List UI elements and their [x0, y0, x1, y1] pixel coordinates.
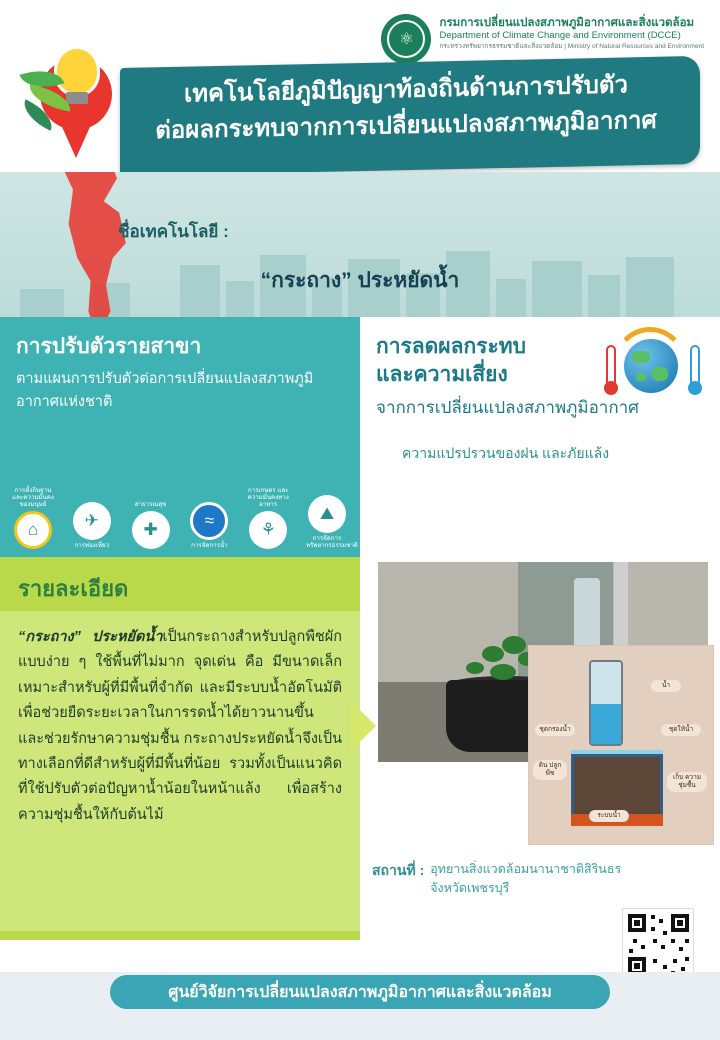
water-management-icon: ≈: [190, 502, 228, 540]
mitigation-note: ความแปรปรวนของฝน และภัยแล้ง: [402, 445, 610, 462]
sector-caption-tourism: การท่องเที่ยว: [74, 541, 110, 549]
adaptation-body: ตามแผนการปรับตัวต่อการเปลี่ยนแปลงสภาพภูมิอากาศแห่งชาติ: [16, 371, 314, 410]
pointer-arrow-icon: [350, 700, 376, 752]
thermometer-cold-icon: [690, 345, 700, 387]
location-block: [372, 860, 622, 898]
earth-globe-icon: [624, 339, 678, 393]
mitigation-risk-panel: [360, 317, 720, 557]
qr-code[interactable]: [622, 908, 694, 980]
org-name-th: กรมการเปลี่ยนแปลงสภาพภูมิอากาศและสิ่งแวดล้อม: [439, 17, 695, 29]
location-label: สถานที่ :: [372, 862, 425, 878]
sector-icon-row: [8, 486, 358, 549]
sector-caption-settlement: การตั้งถิ่นฐาน และความมั่นคงของมนุษย์: [12, 486, 54, 508]
sector-caption-agriculture: การเกษตร และความมั่นคงทางอาหาร: [247, 486, 289, 508]
detail-heading: รายละเอียด: [18, 576, 129, 601]
title-line-1: เทคโนโลยีภูมิปัญญาท้องถิ่นด้านการปรับตัว: [184, 71, 628, 108]
title-banner: [110, 62, 710, 172]
footer-center-label: ศูนย์วิจัยการเปลี่ยนแปลงสภาพภูมิอากาศและสิ่งแวดล้อม: [110, 975, 610, 1009]
mitigation-heading-2: และความเสี่ยง: [376, 363, 508, 387]
tourism-icon: ✈: [73, 502, 111, 540]
mitigation-subheading: จากการเปลี่ยนแปลงสภาพภูมิอากาศ: [376, 397, 639, 417]
dcce-emblem-icon: ⚛: [381, 14, 431, 64]
org-ministry: กระทรวงทรัพยากรธรรมชาติและสิ่งแวดล้อม | Ministry of Natural Resources and Environment: [439, 42, 704, 50]
detail-lead: “กระถาง” ประหยัดน้ำ: [18, 629, 163, 645]
mitigation-heading-1: การลดผลกระทบ: [376, 335, 526, 358]
sector-caption-health: สาธารณสุข: [134, 500, 167, 508]
sector-item-water: [188, 502, 230, 549]
natural-resources-icon: ⛰: [308, 495, 346, 533]
adaptation-sector-panel: [0, 317, 360, 557]
location-value-line-1: อุทยานสิ่งแวดล้อมนานาชาติสิรินธร: [430, 862, 622, 876]
diagram-label-soil: ดิน ปลูกพืช: [533, 760, 567, 780]
diagram-label-supply: ชุดให้น้ำ: [661, 724, 701, 736]
location-value-line-2: จังหวัดเพชรบุรี: [430, 880, 510, 895]
sector-caption-natural-resources: การจัดการ ทรัพยากรธรรมชาติ: [305, 534, 358, 549]
tech-name-band: [0, 172, 720, 317]
tech-name-value: “กระถาง” ประหยัดน้ำ: [260, 269, 460, 292]
tech-name-label: ชื่อเทคโนโลยี :: [118, 222, 229, 241]
sector-item-settlement: [12, 487, 54, 549]
diagram-photo: [528, 645, 714, 845]
detail-text: เป็นกระถางสำหรับปลูกพืชผักแบบง่าย ๆ ใช้พื้นที่ไม่มาก จุดเด่น คือ มีขนาดเล็ก เหมาะสำหรับผู้ที่มีพื้นที่จำกัด และมีระบบน้ำอัตโนมัติ เพื่อช่วยยืดระยะเวลาในการรดน้ำได้ยาวนานขึ้น และช่วยรักษาความชุ่มชื้น กระถางประหยัดน้ำจึงเป็นทางเลือกที่ดีสำหรับผู้ที่มีพื้นที่น้อย รวมทั้งเป็นแนวคิดที่ใช้ปรับตัวต่อปัญหาน้ำน้อยในหน้าแล้ง เพื่อสร้างความชุ่มชื้นให้กับต้นไม้: [18, 629, 342, 823]
agriculture-food-icon: ⚘: [249, 511, 287, 549]
org-name-en: Department of Climate Change and Environment (DCCE): [439, 30, 681, 42]
sector-item-health: [130, 501, 172, 549]
settlement-security-icon: ⌂: [14, 511, 52, 549]
sector-item-tourism: [71, 502, 113, 549]
diagram-label-system: ระบบน้ำ: [589, 810, 629, 822]
sector-item-natural-resources: [305, 495, 358, 549]
diagram-label-moisture: เก็บ ความชุ่มชื้น: [667, 772, 707, 792]
diagram-label-water: น้ำ: [651, 680, 681, 692]
sector-item-agriculture: [247, 487, 289, 549]
title-line-2: ต่อผลกระทบจากการเปลี่ยนแปลงสภาพภูมิอากาศ: [155, 106, 657, 145]
public-health-icon: ✚: [132, 511, 170, 549]
detail-panel: [0, 557, 360, 940]
diagram-label-filter: ชุดกรองน้ำ: [535, 724, 575, 736]
sector-caption-water: การจัดการน้ำ: [191, 541, 228, 549]
organization-text: [439, 14, 704, 51]
thermometer-hot-icon: [606, 345, 616, 387]
adaptation-heading: การปรับตัวรายสาขา: [16, 335, 202, 358]
detail-body: [0, 611, 360, 931]
